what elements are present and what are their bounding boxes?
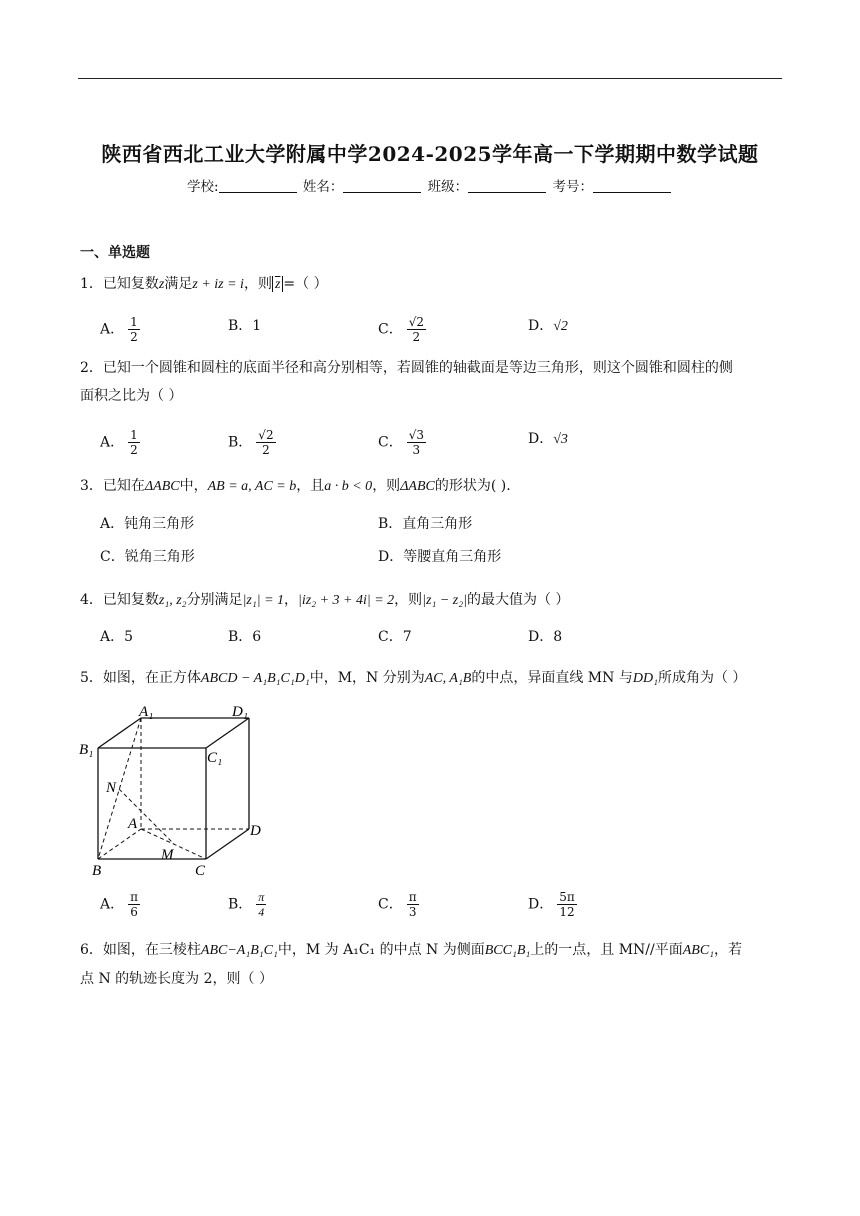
q3-dot: a · b < 0 <box>324 479 373 494</box>
class-label: 班级： <box>427 179 469 195</box>
question-4: 4．已知复数z₁, z₂分别满足|z₁| = 1，|iz₂ + 3 + 4i| = 2，则|z₁ − z₂|的最大值为（ ） <box>80 592 570 608</box>
q1-stem-b: 满足 <box>164 276 193 292</box>
q1-option-b[interactable]: B．1 <box>228 318 262 334</box>
exam-title: 陕西省西北工业大学附属中学2024-2025学年高一下学期期中数学试题 <box>101 142 759 166</box>
question-1 <box>80 270 785 299</box>
q6-plane: ABC₁ <box>682 943 715 958</box>
header-rule <box>78 78 782 79</box>
q4-stem-d: 的最大值为（ ） <box>466 592 570 608</box>
school-label: 学校: <box>187 179 219 195</box>
q5-option-b[interactable]: B． $\frac{\pi}{4}$ <box>228 890 265 919</box>
q4-stem-a: 4．已知复数 <box>80 592 159 608</box>
q6-line-1: 6．如图，在三棱柱ABC−A₁B₁C₁中，M 为 A₁C₁ 的中点 N 为侧面BCC₁B₁上的一点，且 MN//平面ABC₁，若 <box>80 942 743 958</box>
q3-option-c[interactable]: C．锐角三角形 <box>100 549 195 565</box>
label-c1: C₁ <box>207 750 223 766</box>
name-field[interactable] <box>343 179 421 193</box>
q4-option-d[interactable]: D．8 <box>528 629 563 645</box>
q4-abs1: |z₁| = 1 <box>242 593 285 608</box>
label-b1: B₁ <box>79 742 94 758</box>
q5-stem-a: 5．如图，在正方体 <box>80 670 201 686</box>
question-5 <box>80 664 785 693</box>
q5-stem-c: 的中点，异面直线 MN 与 <box>471 670 633 686</box>
q5-cube: ABCD − A₁B₁C₁D₁ <box>200 671 310 686</box>
q2-line-1: 2．已知一个圆锥和圆柱的底面半径和高分别相等，若圆锥的轴截面是等边三角形，则这个圆锥和圆柱的侧 <box>80 360 733 376</box>
q1-stem-d: =（ ） <box>283 276 328 292</box>
q3-option-a[interactable]: A．钝角三角形 <box>100 516 195 532</box>
q4-options <box>100 626 780 654</box>
q4-stem-c: ，则 <box>394 592 423 608</box>
q6-face: BCC₁B₁ <box>484 943 531 958</box>
q2-options <box>100 428 780 456</box>
cube-diagram <box>78 702 278 882</box>
q1-zbar: $\overline{z}$ <box>274 277 281 292</box>
question-2 <box>80 354 785 410</box>
q3-stem-c: ，且 <box>296 478 325 494</box>
q3-stem-e: 的形状为( ). <box>434 478 511 494</box>
q3-vectors: AB = a, AC = b <box>207 479 297 494</box>
name-label: 姓名： <box>302 179 344 195</box>
q3-stem-d: ，则 <box>372 478 401 494</box>
q5-option-d[interactable]: D． $\frac{5\pi}{12}$ <box>528 890 575 919</box>
q4-option-c[interactable]: C．7 <box>378 629 412 645</box>
q1-stem-a: 1．已知复数 <box>80 276 159 292</box>
q4-abs2: |iz₂ + 3 + 4i| = 2 <box>298 593 395 608</box>
q1-stem-c: ，则 <box>243 276 272 292</box>
q3-option-b[interactable]: B．直角三角形 <box>378 516 473 532</box>
section-heading: 一、单选题 <box>80 245 150 261</box>
label-b: B <box>92 863 102 879</box>
label-a: A <box>128 816 138 832</box>
q2-line-2: 面积之比为（ ） <box>80 388 183 404</box>
label-c: C <box>195 863 206 879</box>
q5-points: AC, A₁B <box>424 671 472 686</box>
label-n: N <box>106 780 117 796</box>
question-3 <box>80 472 785 501</box>
q3-triangle: ΔABC <box>144 479 180 494</box>
q1-abs-conj <box>272 276 283 292</box>
q3-options-row2 <box>100 546 780 574</box>
exam-no-label: 考号： <box>552 179 593 195</box>
q6-line-2: 点 N 的轨迹长度为 2，则（ ） <box>80 971 273 987</box>
q4-z12: z₁, z₂ <box>158 593 187 608</box>
q5-option-c[interactable]: C． $\frac{\pi}{3}$ <box>378 890 417 919</box>
q5-stem-b: 中，M，N 分别为 <box>309 670 425 686</box>
q1-option-c[interactable]: C． $\frac{√2}{2}$ <box>378 315 424 344</box>
label-m: M <box>161 847 174 863</box>
q3-triangle-2: ΔABC <box>400 479 435 494</box>
q2-option-b[interactable]: B． $\frac{√2}{2}$ <box>228 428 274 457</box>
exam-no-field[interactable] <box>593 179 671 193</box>
q2-option-c[interactable]: C． $\frac{√3}{3}$ <box>378 428 424 457</box>
q1-option-d[interactable]: D．√2 <box>528 318 568 334</box>
q1-equation: z + iz = i <box>192 277 244 292</box>
q3-options-row1 <box>100 513 780 541</box>
school-field[interactable] <box>219 179 297 193</box>
q1-z: z <box>158 277 165 292</box>
label-a1: A₁ <box>139 704 154 720</box>
label-d: D <box>250 823 261 839</box>
student-info-line <box>0 175 860 195</box>
q5-stem-d: 所成角为（ ） <box>657 670 747 686</box>
q2-option-d[interactable]: D．√3 <box>528 431 568 447</box>
cube-figure <box>78 702 278 886</box>
q6-prism: ABC−A₁B₁C₁ <box>200 943 278 958</box>
q4-option-b[interactable]: B．6 <box>228 629 262 645</box>
question-6 <box>80 936 785 993</box>
q5-option-a[interactable]: A． $\frac{\pi}{6}$ <box>100 890 139 919</box>
q1-options <box>100 315 780 343</box>
q4-stem-b: 分别满足 <box>186 592 243 608</box>
q3-stem-b: 中， <box>179 478 208 494</box>
q3-stem-a: 3．已知在 <box>80 478 145 494</box>
q3-option-d[interactable]: D．等腰直角三角形 <box>378 549 502 565</box>
q5-dd1: DD₁ <box>632 671 658 686</box>
q4-option-a[interactable]: A．5 <box>100 629 134 645</box>
label-d1: D₁ <box>232 704 249 720</box>
q1-option-a[interactable]: A． $\frac{1}{2}$ <box>100 315 138 344</box>
q5-options <box>100 890 780 918</box>
class-field[interactable] <box>468 179 546 193</box>
q4-absdiff: |z₁ − z₂| <box>422 593 467 608</box>
q2-option-a[interactable]: A． $\frac{1}{2}$ <box>100 428 138 457</box>
